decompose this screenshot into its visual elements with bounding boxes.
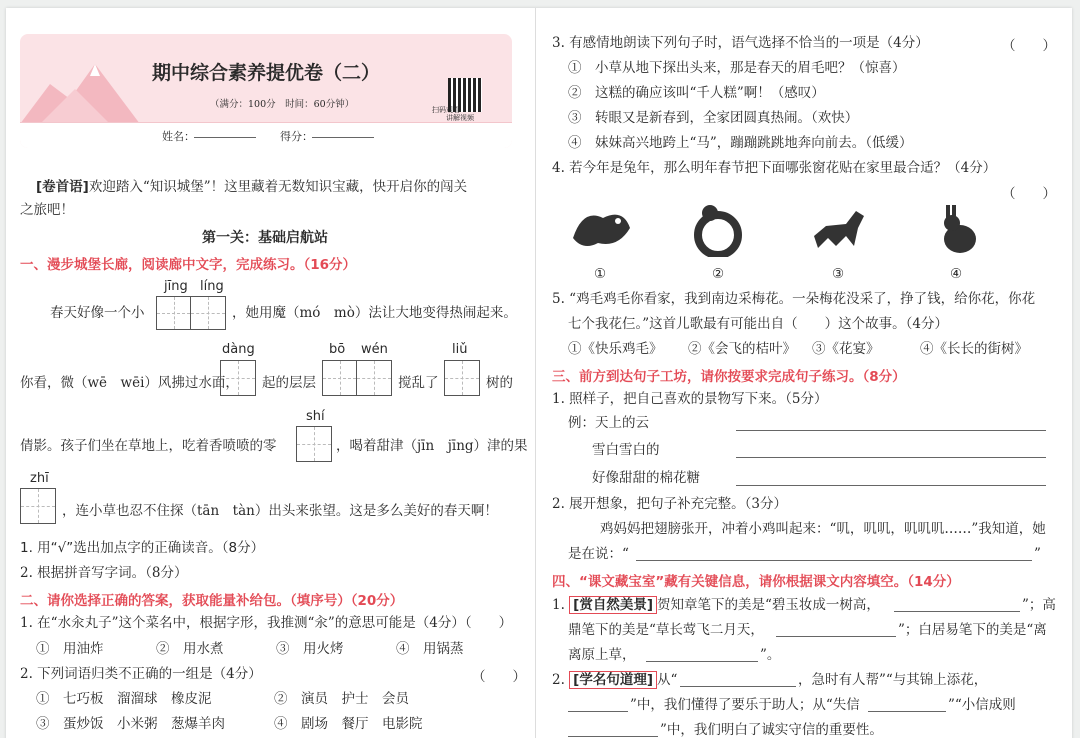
- exam-title: 期中综合素养提优卷（二）: [152, 62, 381, 84]
- r-q5-option[interactable]: ③《花宴》: [812, 341, 880, 357]
- image-label: ③: [832, 266, 845, 282]
- s2-q1-option[interactable]: ① 用油炸: [36, 641, 104, 657]
- exam-header: [20, 34, 512, 148]
- char-grid-2[interactable]: [220, 360, 256, 396]
- image-label: ④: [950, 266, 963, 282]
- s4-q2-tag: [学名句道理]: [569, 671, 657, 689]
- section-3-title: 三、前方到达句子工坊，请你按要求完成句子练习。（8分）: [552, 369, 906, 385]
- s4-q1-line-2: 鼎笔下的美是“草长莺飞二月天，: [568, 622, 764, 638]
- passage-line-4: ，连小草也忍不住探（tān tàn）出头来张望。这是多么美好的春天啊！: [62, 503, 498, 519]
- pinyin: wén: [361, 342, 388, 357]
- r-q3-option[interactable]: ② 这糕的确应该叫“千人糕”啊！（感叹）: [568, 85, 825, 101]
- pinyin: shí: [306, 409, 325, 424]
- name-label: 姓名：: [162, 130, 195, 143]
- s3-example: 例：天上的云: [568, 415, 649, 431]
- image-label: ②: [712, 266, 725, 282]
- answer-line[interactable]: [736, 485, 1046, 486]
- section-4-title: 四、“课文藏宝室”藏有关键信息，请你根据课文内容填空。（14分）: [552, 574, 960, 590]
- answer-line[interactable]: [894, 611, 1020, 612]
- column-divider: [535, 8, 536, 738]
- s1-question-1: 1. 用“√”选出加点字的正确读音。（8分）: [20, 540, 265, 556]
- char-grid-1[interactable]: [156, 296, 226, 330]
- intro-tag: [卷首语]: [36, 179, 89, 195]
- s4-q1-line-1: 1. [赏自然美景] 贺知章笔下的美是“碧玉妆成一树高，: [552, 597, 880, 613]
- exam-subtitle: （满分：100分 时间：60分钟）: [210, 99, 355, 110]
- r-question-5-line-2: 七个我花仨。”这首儿歌最有可能出自（ ）这个故事。（4分）: [568, 316, 948, 332]
- s4-q2-line-2: ”中，我们懂得了要乐于助人；从“失信: [630, 697, 860, 713]
- s3-example-2: 雪白雪白的: [592, 442, 660, 458]
- s4-q1-mid: ”；白居易笔下的美是“离: [898, 622, 1047, 638]
- qr-caption: 讲解视频: [446, 114, 474, 122]
- answer-line[interactable]: [736, 430, 1046, 431]
- intro-line-1: [卷首语]欢迎踏入“知识城堡”！这里藏着无数知识宝藏，快开启你的闯关: [36, 179, 468, 195]
- r-q3-option[interactable]: ③ 转眼又是新春到，全家团圆真热闹。（欢快）: [568, 110, 859, 126]
- char-grid-4[interactable]: [444, 360, 480, 396]
- s4-q2-mid: ，急时有人帮”“与其锦上添花，: [798, 672, 988, 688]
- r-q5-option[interactable]: ②《会飞的桔叶》: [688, 341, 796, 357]
- answer-line[interactable]: [868, 711, 946, 712]
- passage-line-3a: 倩影。孩子们坐在草地上，吃着香喷喷的零: [20, 438, 277, 454]
- intro-line-2: 之旅吧！: [20, 202, 74, 218]
- s2-q2-option[interactable]: ② 演员 护士 会员: [274, 691, 409, 707]
- answer-line[interactable]: [636, 560, 1032, 561]
- passage-line-2c: 搅乱了: [398, 375, 439, 391]
- stage-title: 第一关：基础启航站: [202, 230, 328, 246]
- s4-q1-end-2: ”。: [760, 647, 781, 663]
- answer-paren[interactable]: （ ）: [1002, 186, 1056, 202]
- passage-line-1b: ，她用魔（mó mò）法让大地变得热闹起来。: [232, 305, 517, 321]
- s2-q2-option[interactable]: ① 七巧板 溜溜球 橡皮泥: [36, 691, 212, 707]
- s4-q2-line-3: ”中，我们明白了诚实守信的重要性。: [660, 722, 883, 738]
- score-label: 得分：: [280, 130, 313, 143]
- exam-info-bar: [20, 122, 512, 148]
- s4-q1-end: ”；高: [1022, 597, 1056, 613]
- s1-question-2: 2. 根据拼音写字词。（8分）: [20, 565, 188, 581]
- r-q5-option[interactable]: ④《长长的街树》: [920, 341, 1028, 357]
- qr-caption-2: 扫码观看: [432, 106, 460, 114]
- s3-example-3: 好像甜甜的棉花糖: [592, 470, 700, 486]
- pinyin: dàng: [222, 342, 255, 357]
- r-question-3: 3. 有感情地朗读下列句子时，语气选择不恰当的一项是（4分）: [552, 35, 929, 51]
- s2-q1-option[interactable]: ② 用水煮: [156, 641, 224, 657]
- s2-q1-option[interactable]: ③ 用火烤: [276, 641, 344, 657]
- section-1-title: 一、漫步城堡长廊，阅读廊中文字，完成练习。（16分）: [20, 257, 357, 273]
- exam-page: [6, 8, 1072, 738]
- s4-q2-mid-2: ”“小信成则: [948, 697, 1016, 713]
- pinyin: liǔ: [452, 342, 468, 357]
- answer-paren[interactable]: （ ）: [1002, 38, 1056, 54]
- char-grid-5[interactable]: [296, 426, 332, 462]
- r-question-4: 4. 若今年是兔年，那么明年春节把下面哪张窗花贴在家里最合适？（4分）: [552, 160, 997, 176]
- pinyin: zhī: [30, 471, 49, 486]
- horse-papercut-icon[interactable]: [806, 206, 868, 256]
- passage-line-1a: 春天好像一个小: [50, 305, 145, 321]
- char-grid-6[interactable]: [20, 488, 56, 524]
- answer-line[interactable]: [646, 661, 758, 662]
- pinyin: líng: [200, 279, 224, 294]
- s4-q1-line-3: 离原上草，: [568, 647, 636, 663]
- name-field[interactable]: [194, 137, 256, 138]
- passage-line-2a: 你看，微（wē wēi）风拂过水面，: [20, 375, 239, 391]
- s3-question-2: 2. 展开想象，把句子补充完整。（3分）: [552, 496, 788, 512]
- answer-line[interactable]: [776, 636, 896, 637]
- image-label: ①: [594, 266, 607, 282]
- answer-line[interactable]: [680, 686, 796, 687]
- pinyin: bō: [329, 342, 346, 357]
- s2-question-1: 1. 在“水汆丸子”这个菜名中，根据字形，我推测“汆”的意思可能是（4分）（ ）: [20, 615, 513, 631]
- s3-q2-line-2: 是在说：“: [568, 546, 629, 562]
- answer-paren[interactable]: （ ）: [472, 669, 526, 685]
- r-q3-option[interactable]: ④ 妹妹高兴地跨上“马”，蹦蹦跳跳地奔向前去。（低缓）: [568, 135, 913, 151]
- dragon-papercut-icon[interactable]: [568, 203, 634, 253]
- r-question-5-line-1: 5. “鸡毛鸡毛你看家，我到南边采梅花。一朵梅花没采了，挣了钱，给你花，你花: [552, 291, 1036, 307]
- answer-line[interactable]: [568, 736, 658, 737]
- mountain-illustration: [20, 54, 140, 124]
- pinyin: jīng: [164, 279, 188, 294]
- char-grid-3[interactable]: [322, 360, 392, 396]
- snake-papercut-icon[interactable]: [688, 203, 748, 257]
- rabbit-papercut-icon[interactable]: [930, 203, 986, 257]
- s3-question-1: 1. 照样子，把自己喜欢的景物写下来。（5分）: [552, 391, 828, 407]
- s2-question-2: 2. 下列词语归类不正确的一组是（4分）: [20, 666, 262, 682]
- r-q5-option[interactable]: ①《快乐鸡毛》: [568, 341, 663, 357]
- passage-line-2b: 起的层层: [262, 375, 316, 391]
- section-2-title: 二、请你选择正确的答案，获取能量补给包。（填序号）（20分）: [20, 593, 404, 609]
- passage-line-2d: 树的: [486, 375, 513, 391]
- passage-line-3b: ，喝着甜津（jīn jīng）津的果: [336, 438, 528, 454]
- s2-q1-option[interactable]: ④ 用锅蒸: [396, 641, 464, 657]
- r-q3-option[interactable]: ① 小草从地下探出头来，那是春天的眉毛吧？（惊喜）: [568, 60, 906, 76]
- score-field[interactable]: [312, 137, 374, 138]
- s4-q2-line-1: 2. [学名句道理] 从“: [552, 672, 678, 688]
- answer-line[interactable]: [736, 457, 1046, 458]
- answer-line[interactable]: [568, 711, 628, 712]
- s4-q1-tag: [赏自然美景]: [569, 596, 657, 614]
- s2-q2-option[interactable]: ④ 剧场 餐厅 电影院: [274, 716, 423, 732]
- quote-end: ”: [1034, 546, 1041, 562]
- s3-q2-line-1: 鸡妈妈把翅膀张开，冲着小鸡叫起来：“叽，叽叽，叽叽叽……”我知道，她: [600, 521, 1046, 537]
- s2-q2-option[interactable]: ③ 蛋炒饭 小米粥 葱爆羊肉: [36, 716, 225, 732]
